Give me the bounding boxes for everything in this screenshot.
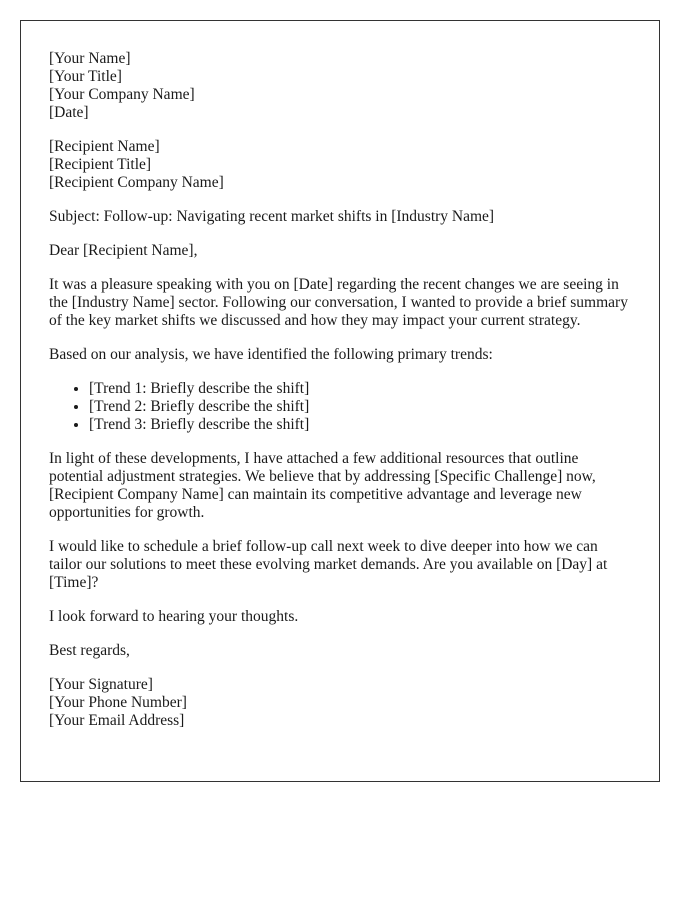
recipient-company: [Recipient Company Name]	[49, 174, 224, 191]
signature-block	[49, 676, 631, 730]
email-address: [Your Email Address]	[49, 712, 185, 729]
trends-intro: Based on our analysis, we have identified the following primary trends:	[49, 346, 493, 363]
sender-company: [Your Company Name]	[49, 86, 195, 103]
sender-name: [Your Name]	[49, 50, 131, 67]
trend-item: • [Trend 3: Briefly describe the shift]	[89, 416, 631, 434]
phone-number: [Your Phone Number]	[49, 694, 187, 711]
letter-document	[20, 20, 660, 782]
trend-item: • [Trend 2: Briefly describe the shift]	[89, 398, 631, 416]
recipient-name: [Recipient Name]	[49, 138, 160, 155]
sender-block	[49, 50, 631, 122]
subject-line: Subject: Follow-up: Navigating recent market shifts in [Industry Name]	[49, 208, 495, 225]
recipient-title: [Recipient Title]	[49, 156, 152, 173]
letter-date: [Date]	[49, 104, 89, 121]
recipient-block	[49, 138, 631, 192]
intro-paragraph: It was a pleasure speaking with you on [Date] regarding the recent changes we are seeing in the [Industry Name] sector. Following our conversation, I wanted to provide a brief summary of the key market shifts we discussed and how they may impact your current strategy.	[49, 276, 628, 329]
salutation: Dear [Recipient Name],	[49, 242, 198, 259]
resources-paragraph: In light of these developments, I have attached a few additional resources that outline potential adjustment strategies. We believe that by addressing [Specific Challenge] now, [Recipient Company Name] can maintain its competitive advantage and leverage new opportunities for growth.	[49, 450, 596, 521]
closing-line: I look forward to hearing your thoughts.	[49, 608, 299, 625]
trends-list	[49, 380, 631, 434]
signature: [Your Signature]	[49, 676, 153, 693]
sender-title: [Your Title]	[49, 68, 122, 85]
signoff: Best regards,	[49, 642, 130, 659]
trend-item: • [Trend 1: Briefly describe the shift]	[89, 380, 631, 398]
call-request-paragraph: I would like to schedule a brief follow-up call next week to dive deeper into how we can tailor our solutions to meet these evolving market demands. Are you available on [Day] at [Time]?	[49, 538, 608, 591]
